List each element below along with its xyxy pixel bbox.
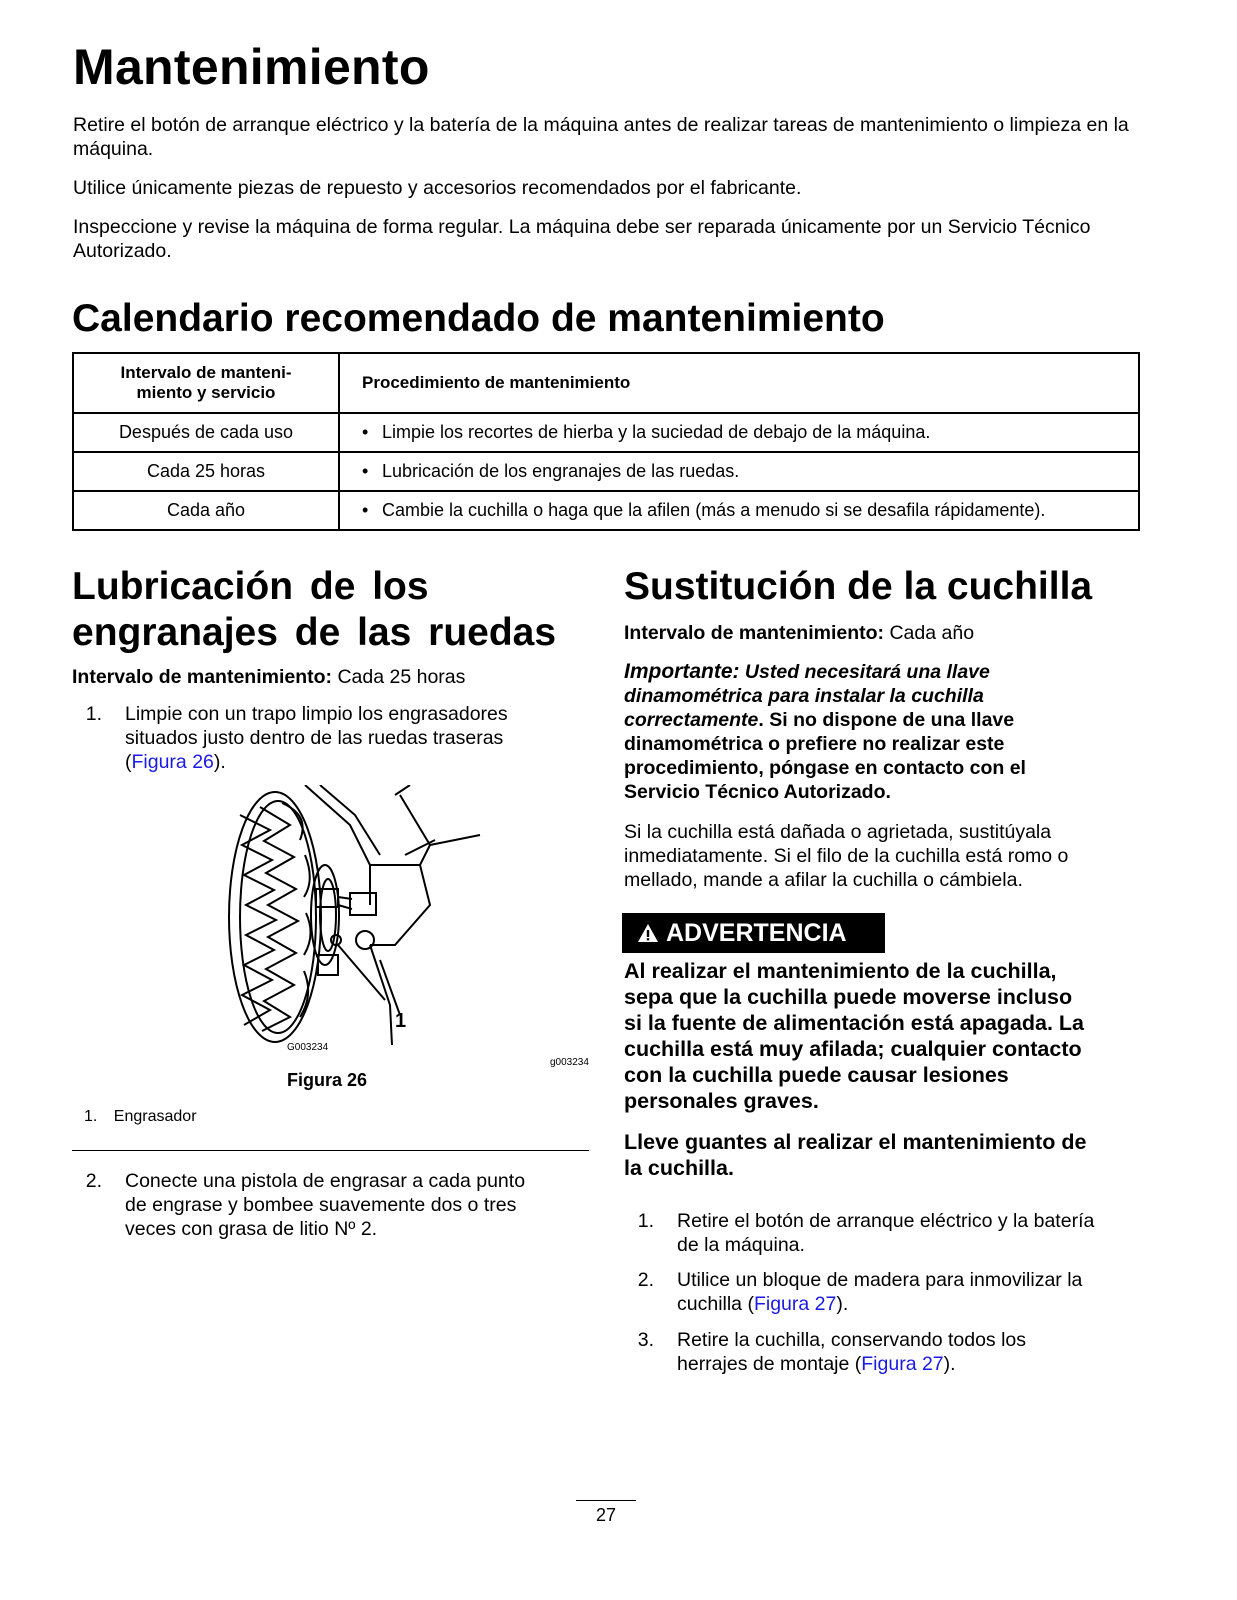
interval-label: Intervalo de mantenimiento:	[624, 622, 885, 644]
important-text: dinamométrica o prefiere no realizar este	[624, 733, 1005, 755]
step-text	[677, 1209, 1094, 1257]
step-text	[677, 1268, 1082, 1316]
warning-line: Al realizar el mantenimiento de la cuchilla,	[624, 959, 1057, 983]
figure-legend	[84, 1108, 197, 1126]
legend-text: Engrasador	[113, 1108, 197, 1125]
figure-26-caption: Figura 26	[287, 1070, 368, 1090]
interval-cell: Cada 25 horas	[73, 452, 339, 491]
blade-interval	[624, 622, 974, 645]
important-text: Usted necesitará una llave	[744, 661, 990, 683]
step-text-line: Conecte una pistola de engrasar a cada punto	[125, 1170, 526, 1192]
step-text	[677, 1328, 1026, 1376]
warning-line: cuchilla está muy afilada; cualquier contacto	[624, 1037, 1082, 1061]
step-text-line: veces con grasa de litio Nº 2.	[125, 1218, 378, 1240]
step-text-line: Retire la cuchilla, conservando todos los	[677, 1329, 1027, 1351]
interval-cell: Después de cada uso	[73, 413, 339, 452]
important-text: . Si no dispone de una llave	[758, 709, 1015, 731]
step-number: 3.	[637, 1329, 654, 1351]
lubrication-heading-line-1: Lubricación de los	[72, 565, 429, 608]
schedule-heading: Calendario recomendado de mantenimiento	[72, 297, 885, 340]
bullet-icon: •	[362, 500, 369, 520]
important-text: Servicio Técnico Autorizado.	[624, 781, 891, 803]
procedure-cell	[339, 491, 1139, 530]
important-note	[624, 660, 1139, 804]
procedure-column-header: Procedimiento de mantenimiento	[339, 353, 1139, 413]
paragraph-line: mellado, mande a afilar la cuchilla o cámbiela.	[624, 869, 1023, 891]
paren-close: ).	[213, 751, 226, 773]
important-text: procedimiento, póngase en contacto con el	[624, 757, 1026, 779]
warning-line: sepa que la cuchilla puede moverse incluso	[624, 985, 1073, 1009]
damage-paragraph	[624, 820, 1068, 892]
step-text-line: situados justo dentro de las ruedas traseras	[125, 727, 504, 749]
warning-line: la cuchilla.	[624, 1156, 734, 1180]
legend-divider	[72, 1150, 589, 1151]
figure-26-link[interactable]: Figura 26	[131, 751, 214, 773]
step-text-line: herrajes de montaje (	[677, 1353, 862, 1375]
step-text-line: Retire el botón de arranque eléctrico y la batería	[677, 1210, 1095, 1232]
step-number: 1.	[637, 1210, 654, 1232]
page-number-rule	[576, 1500, 636, 1501]
wheel-grease-fitting-illustration	[220, 785, 600, 1075]
bullet-icon: •	[362, 461, 369, 481]
step-text-line: cuchilla (	[677, 1293, 754, 1315]
figure-code-small: G003234	[287, 1042, 329, 1053]
important-text: correctamente	[624, 709, 759, 731]
important-label: Importante:	[624, 660, 740, 683]
interval-label: Intervalo de mantenimiento:	[72, 666, 333, 688]
figure-27-link[interactable]: Figura 27	[753, 1293, 837, 1315]
intro-paragraph-3: Inspeccione y revise la máquina de forma regular. La máquina debe ser reparada únicamente por un Servicio Técnico Autorizado.	[73, 216, 1091, 262]
interval-cell: Cada año	[73, 491, 339, 530]
page-title: Mantenimiento	[73, 39, 430, 95]
warning-line: Lleve guantes al realizar el mantenimiento de	[624, 1130, 1087, 1154]
procedure-text: Limpie los recortes de hierba y la suciedad de debajo de la máquina.	[382, 422, 931, 442]
procedure-cell	[339, 413, 1139, 452]
interval-value: Cada 25 horas	[337, 666, 466, 688]
warning-banner	[622, 913, 885, 953]
interval-header-line-2: miento y servicio	[136, 383, 276, 402]
paren-close: ).	[836, 1293, 849, 1315]
step-text-line: de engrase y bombee suavemente dos o tres	[125, 1194, 517, 1216]
step-text	[125, 1169, 525, 1241]
procedure-text: Cambie la cuchilla o haga que la afilen (más a menudo si se desafila rápidamente).	[382, 500, 1046, 520]
lubrication-heading	[72, 564, 556, 656]
table-row	[73, 452, 1139, 491]
warning-triangle-icon	[636, 922, 660, 944]
paragraph-line: Si la cuchilla está dañada o agrietada, sustitúyala	[624, 821, 1052, 843]
procedure-text: Lubricación de los engranajes de las ruedas.	[382, 461, 740, 481]
paren-close: ).	[943, 1353, 956, 1375]
step-text-line: de la máquina.	[677, 1234, 805, 1256]
figure-code: g003234	[550, 1057, 589, 1068]
intro-paragraph-1: Retire el botón de arranque eléctrico y la batería de la máquina antes de realizar tareas de mantenimiento o limpieza en la máquina.	[73, 114, 1129, 160]
warning-line: personales graves.	[624, 1089, 819, 1113]
table-row	[73, 413, 1139, 452]
step-text-line: Limpie con un trapo limpio los engrasadores	[125, 703, 508, 725]
interval-header-line-1: Intervalo de manteni-	[120, 363, 292, 382]
table-row	[73, 491, 1139, 530]
bullet-icon: •	[362, 422, 369, 442]
step-text-line: Utilice un bloque de madera para inmovilizar la	[677, 1269, 1083, 1291]
procedure-cell	[339, 452, 1139, 491]
page-number: 27	[595, 1505, 617, 1525]
interval-column-header	[73, 353, 339, 413]
step-number: 1.	[85, 703, 102, 725]
step-text	[125, 702, 508, 774]
interval-value: Cada año	[889, 622, 975, 644]
warning-text	[624, 958, 1144, 1114]
figure-callout-1: 1	[395, 1010, 407, 1032]
intro-paragraph-2: Utilice únicamente piezas de repuesto y accesorios recomendados por el fabricante.	[73, 177, 802, 199]
lubrication-heading-line-2: engranajes de las ruedas	[72, 611, 557, 654]
warning-line: con la cuchilla puede causar lesiones	[624, 1063, 1009, 1087]
lubrication-interval	[72, 666, 465, 689]
important-text: dinamométrica para instalar la cuchilla	[624, 685, 984, 707]
step-number: 2.	[85, 1170, 102, 1192]
table-header-row	[73, 353, 1139, 413]
gloves-warning	[624, 1129, 1144, 1181]
paren-open: (	[125, 751, 132, 773]
legend-number: 1.	[84, 1108, 98, 1125]
paragraph-line: inmediatamente. Si el filo de la cuchilla está romo o	[624, 845, 1069, 867]
step-number: 2.	[637, 1269, 654, 1291]
maintenance-schedule-table	[72, 352, 1140, 531]
figure-27-link[interactable]: Figura 27	[861, 1353, 944, 1375]
warning-label: ADVERTENCIA	[666, 918, 847, 947]
blade-heading: Sustitución de la cuchilla	[624, 565, 1093, 608]
warning-line: si la fuente de alimentación está apagada. La	[624, 1011, 1085, 1035]
